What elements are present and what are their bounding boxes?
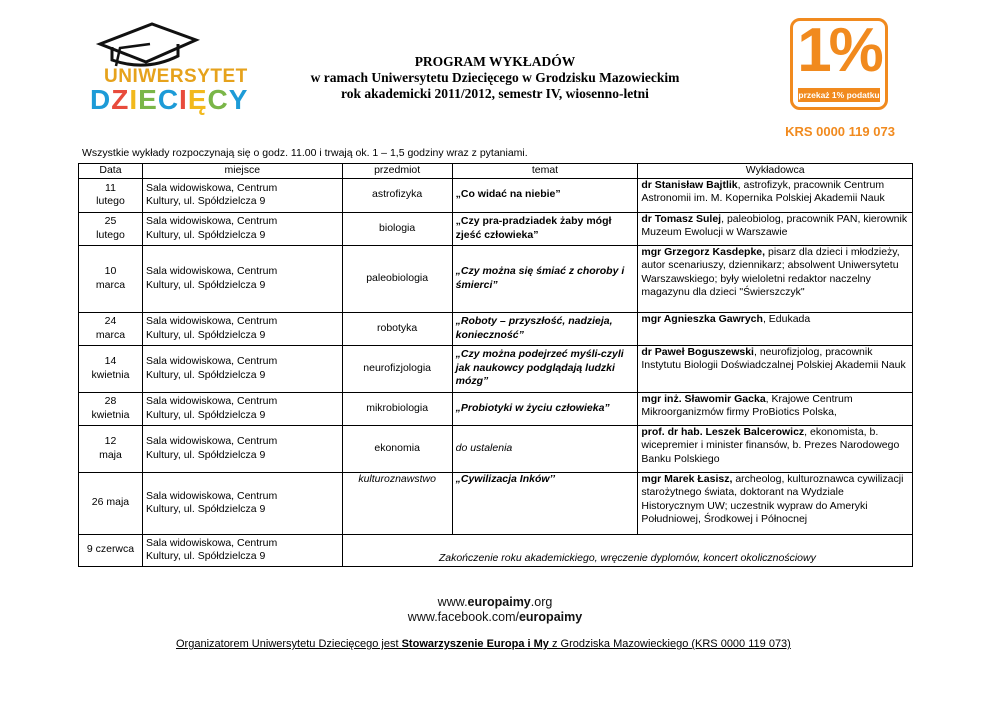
date-cell: 26 maja — [79, 472, 143, 534]
place-cell: Sala widowiskowa, Centrum Kultury, ul. Spółdzielcza 9 — [142, 345, 342, 392]
date-cell: 11 lutego — [79, 178, 143, 212]
date-cell: 9 czerwca — [79, 534, 143, 566]
one-percent-badge — [790, 18, 888, 110]
header-topic: temat — [452, 164, 638, 179]
lecturer-cell: dr Tomasz Sulej, paleobiolog, pracownik PAN, kierownik Muzeum Ewolucji w Warszawie — [638, 212, 913, 245]
topic-cell: „Roboty – przyszłość, nadzieja, konieczność” — [452, 312, 638, 345]
table-row — [79, 425, 913, 472]
subject-cell: biologia — [342, 212, 452, 245]
web-links — [380, 595, 610, 625]
table-row — [79, 245, 913, 312]
subject-cell: robotyka — [342, 312, 452, 345]
subject-cell: kulturoznawstwo — [342, 472, 452, 534]
title-line2: w ramach Uniwersytetu Dziecięcego w Grodzisku Mazowieckim — [310, 70, 680, 85]
date-cell: 24 marca — [79, 312, 143, 345]
table-row — [79, 178, 913, 212]
date-cell: 14 kwietnia — [79, 345, 143, 392]
table-row — [79, 345, 913, 392]
subject-cell: ekonomia — [342, 425, 452, 472]
subject-cell: astrofizyka — [342, 178, 452, 212]
topic-cell: „Czy można podejrzeć myśli-czyli jak naukowcy podglądają ludzki mózg” — [452, 345, 638, 392]
lecture-schedule-table — [78, 163, 913, 567]
topic-cell: do ustalenia — [452, 425, 638, 472]
lecturer-cell: dr Stanisław Bajtlik, astrofizyk, pracownik Centrum Astronomii im. M. Kopernika Polskiej Akademii Nauk — [638, 178, 913, 212]
graduation-cap-icon — [90, 22, 200, 70]
header-subject: przedmiot — [342, 164, 452, 179]
place-cell: Sala widowiskowa, Centrum Kultury, ul. Spółdzielcza 9 — [142, 392, 342, 425]
lecturer-cell: mgr Marek Łasisz, archeolog, kulturoznawca cywilizacji starożytnego świata, doktorant na Wydziale Historycznym UW; uczestnik wypraw do Ameryki Południowej, Środkowej i Północnej — [638, 472, 913, 534]
header-place: miejsce — [142, 164, 342, 179]
place-cell: Sala widowiskowa, Centrum Kultury, ul. Spółdzielcza 9 — [142, 212, 342, 245]
header-lecturer: Wykładowca — [638, 164, 913, 179]
topic-cell: „Cywilizacja Inków’’ — [452, 472, 638, 534]
lecturer-cell: mgr Grzegorz Kasdepke, pisarz dla dzieci i młodzieży, autor scenariuszy, dziennikarz; absolwent Uniwersytetu Warszawskiego; były wieloletni redaktor naczelny magazynu dla dzieci "Świerszczyk" — [638, 245, 913, 312]
table-row — [79, 312, 913, 345]
lecturer-cell: mgr Agnieszka Gawrych, Edukada — [638, 312, 913, 345]
badge-small-text: przekaż 1% podatku — [798, 90, 880, 100]
lecturer-cell: prof. dr hab. Leszek Balcerowicz, ekonomista, b. wicepremier i minister finansów, b. Prezes Narodowego Banku Polskiego — [638, 425, 913, 472]
table-row — [79, 392, 913, 425]
date-cell: 25 lutego — [79, 212, 143, 245]
title-line1: PROGRAM WYKŁADÓW — [414, 54, 576, 69]
table-row — [79, 534, 913, 566]
intro-text: Wszystkie wykłady rozpoczynają się o godz. 11.00 i trwają ok. 1 – 1,5 godziny wraz z pytaniami. — [82, 147, 528, 159]
uniwersytet-dzieciecy-logo — [82, 22, 252, 114]
date-cell: 12 maja — [79, 425, 143, 472]
place-cell: Sala widowiskowa, Centrum Kultury, ul. Spółdzielcza 9 — [142, 178, 342, 212]
lecturer-cell: mgr inż. Sławomir Gacka, Krajowe Centrum Mikroorganizmów firmy ProBiotics Polska, — [638, 392, 913, 425]
organizer-footer: Organizatorem Uniwersytetu Dziecięcego jest Stowarzyszenie Europa i My z Grodziska Mazowieckiego (KRS 0000 119 073) — [176, 638, 791, 650]
place-cell: Sala widowiskowa, Centrum Kultury, ul. Spółdzielcza 9 — [142, 312, 342, 345]
place-cell: Sala widowiskowa, Centrum Kultury, ul. Spółdzielcza 9 — [142, 245, 342, 312]
header-date: Data — [79, 164, 143, 179]
topic-cell: „Czy można się śmiać z choroby i śmierci” — [452, 245, 638, 312]
table-header-row — [79, 164, 913, 179]
logo-line2: DZIECIĘCY — [90, 84, 249, 115]
place-cell: Sala widowiskowa, Centrum Kultury, ul. Spółdzielcza 9 — [142, 534, 342, 566]
table-row — [79, 212, 913, 245]
badge-big-text: 1% — [797, 16, 881, 85]
place-cell: Sala widowiskowa, Centrum Kultury, ul. Spółdzielcza 9 — [142, 425, 342, 472]
table-row — [79, 472, 913, 534]
topic-cell: „Probiotyki w życiu człowieka” — [452, 392, 638, 425]
date-cell: 28 kwietnia — [79, 392, 143, 425]
title-line3: rok akademicki 2011/2012, semestr IV, wiosenno-letni — [341, 86, 649, 101]
date-cell: 10 marca — [79, 245, 143, 312]
subject-cell: paleobiologia — [342, 245, 452, 312]
facebook-link[interactable]: www.facebook.com/europaimy — [407, 610, 583, 624]
logo-line1: UNIWERSYTET — [104, 66, 248, 87]
document-title — [285, 54, 705, 102]
final-event-cell: Zakończenie roku akademickiego, wręczenie dyplomów, koncert okolicznościowy — [342, 534, 912, 566]
subject-cell: mikrobiologia — [342, 392, 452, 425]
lecturer-cell: dr Paweł Boguszewski, neurofizjolog, pracownik Instytutu Biologii Doświadczalnej Polskiej Akademii Nauk — [638, 345, 913, 392]
place-cell: Sala widowiskowa, Centrum Kultury, ul. Spółdzielcza 9 — [142, 472, 342, 534]
topic-cell: „Czy pra-pradziadek żaby mógł zjeść człowieka” — [452, 212, 638, 245]
krs-number: KRS 0000 119 073 — [785, 124, 895, 139]
website-link[interactable]: www.europaimy.org — [437, 595, 553, 609]
subject-cell: neurofizjologia — [342, 345, 452, 392]
topic-cell: „Co widać na niebie” — [452, 178, 638, 212]
